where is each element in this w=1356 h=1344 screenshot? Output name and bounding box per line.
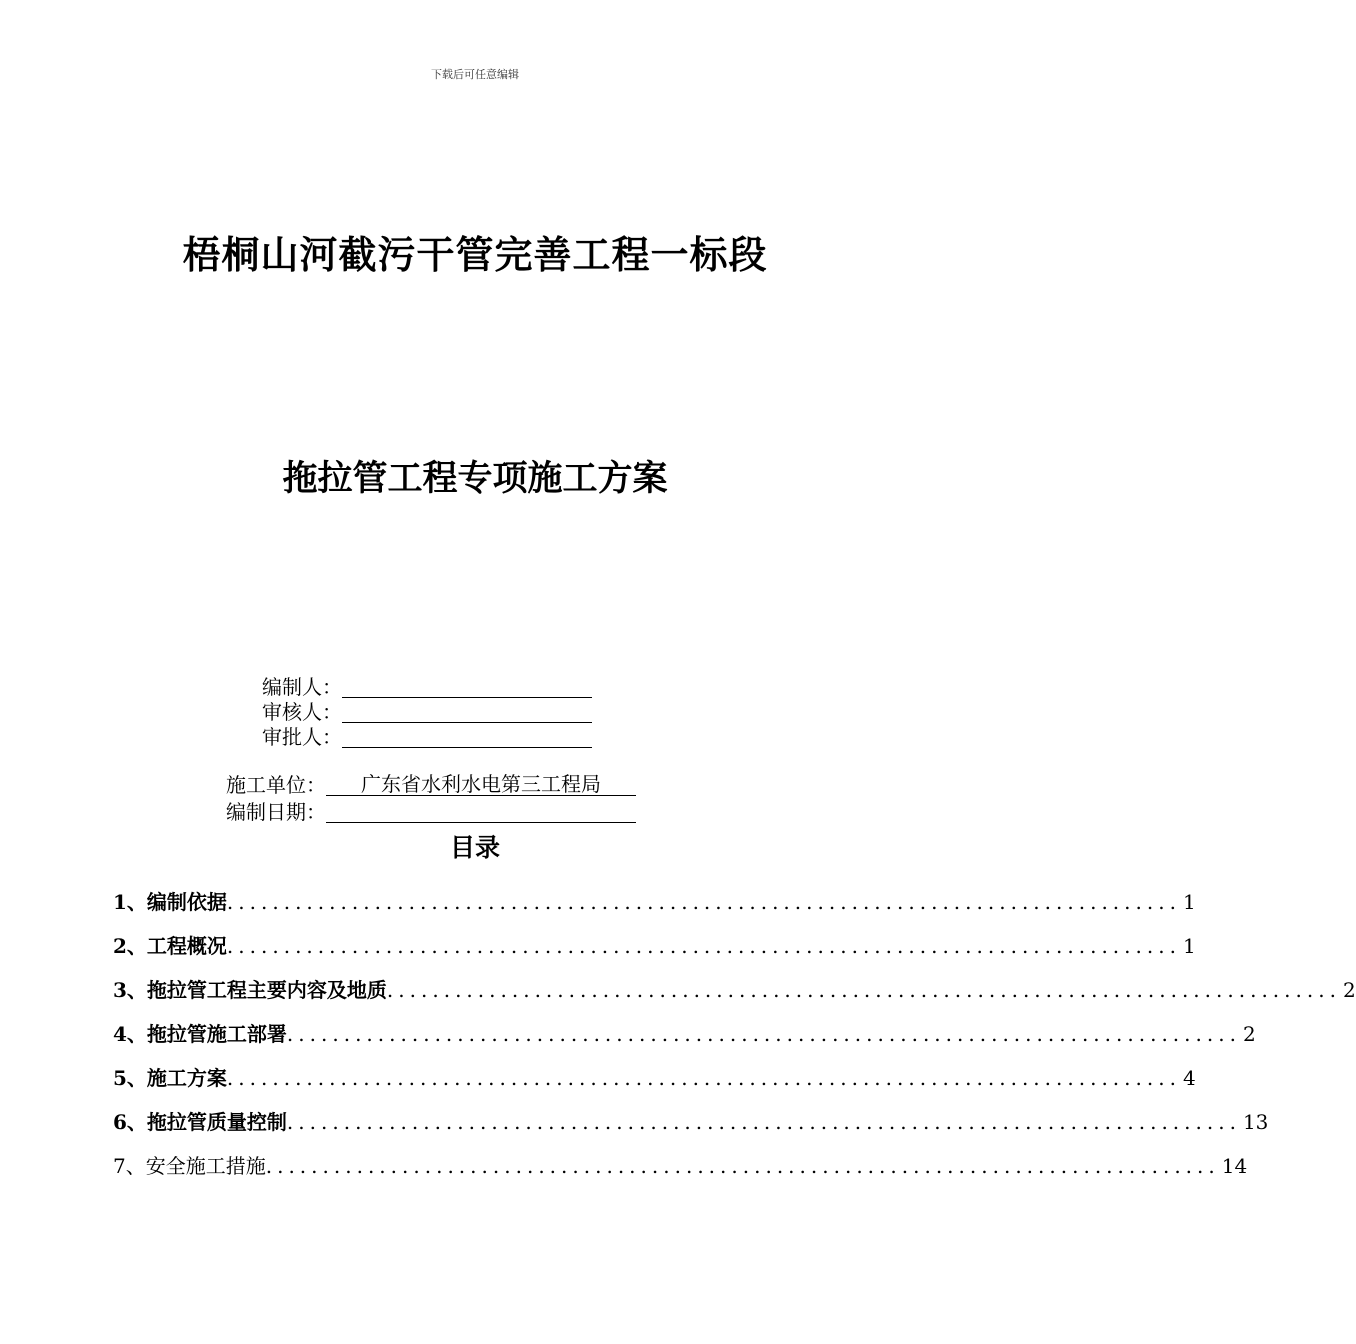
toc-item[interactable] <box>113 974 1356 1018</box>
compile-date-line <box>326 800 636 823</box>
toc-item[interactable] <box>113 886 1196 930</box>
toc-item-page: 13 <box>1242 1110 1269 1134</box>
signature-label: 审核人： <box>262 700 342 724</box>
toc-leader-dots: .................................................................................... <box>286 1022 1241 1046</box>
construction-unit-label: 施工单位： <box>226 773 326 797</box>
toc-leader-dots: .................................................................................... <box>265 1154 1220 1178</box>
toc-leader-dots: .................................................................................... <box>226 1066 1181 1090</box>
toc-item[interactable] <box>113 930 1196 974</box>
compile-date-label: 编制日期： <box>226 800 326 824</box>
toc-item[interactable] <box>113 1106 1269 1150</box>
construction-unit-row <box>226 770 636 796</box>
toc-leader-dots: .................................................................................... <box>286 1110 1241 1134</box>
toc-item-text: 5、施工方案 <box>113 1066 227 1090</box>
toc-item-page: 1 <box>1182 934 1196 958</box>
plan-title: 拖拉管工程专项施工方案 <box>282 458 668 499</box>
toc-leader-dots: .................................................................................... <box>386 978 1341 1002</box>
toc-item-text: 7、安全施工措施 <box>113 1154 266 1178</box>
signature-line <box>342 675 592 698</box>
signature-label: 审批人： <box>262 725 342 749</box>
toc-leader-dots: .................................................................................... <box>226 934 1181 958</box>
toc-item[interactable] <box>113 1018 1256 1062</box>
toc-item[interactable] <box>113 1062 1196 1106</box>
signature-row-approver <box>262 724 592 748</box>
toc-title: 目录 <box>449 833 500 862</box>
toc-item-text: 3、拖拉管工程主要内容及地质 <box>113 978 387 1002</box>
toc-item-text: 4、拖拉管施工部署 <box>113 1022 287 1046</box>
toc-item[interactable] <box>113 1150 1248 1194</box>
construction-unit-value: 广东省水利水电第三工程局 <box>326 773 636 796</box>
table-of-contents <box>113 886 1356 1194</box>
compile-date-row <box>226 797 636 823</box>
toc-item-page: 4 <box>1182 1066 1196 1090</box>
signature-row-reviewer <box>262 699 592 723</box>
toc-item-page: 2 <box>1242 1022 1256 1046</box>
toc-item-page: 14 <box>1221 1154 1248 1178</box>
toc-leader-dots: .................................................................................... <box>226 890 1181 914</box>
project-title: 梧桐山河截污干管完善工程一标段 <box>182 232 768 277</box>
signature-line <box>342 700 592 723</box>
signature-row-author <box>262 674 592 698</box>
toc-item-page: 2 <box>1342 978 1356 1002</box>
signature-line <box>342 725 592 748</box>
header-note: 下载后可任意编辑 <box>431 68 519 81</box>
toc-item-text: 6、拖拉管质量控制 <box>113 1110 287 1134</box>
toc-item-text: 2、工程概况 <box>113 934 227 958</box>
toc-item-text: 1、编制依据 <box>113 890 227 914</box>
signature-label: 编制人： <box>262 675 342 699</box>
toc-item-page: 1 <box>1182 890 1196 914</box>
